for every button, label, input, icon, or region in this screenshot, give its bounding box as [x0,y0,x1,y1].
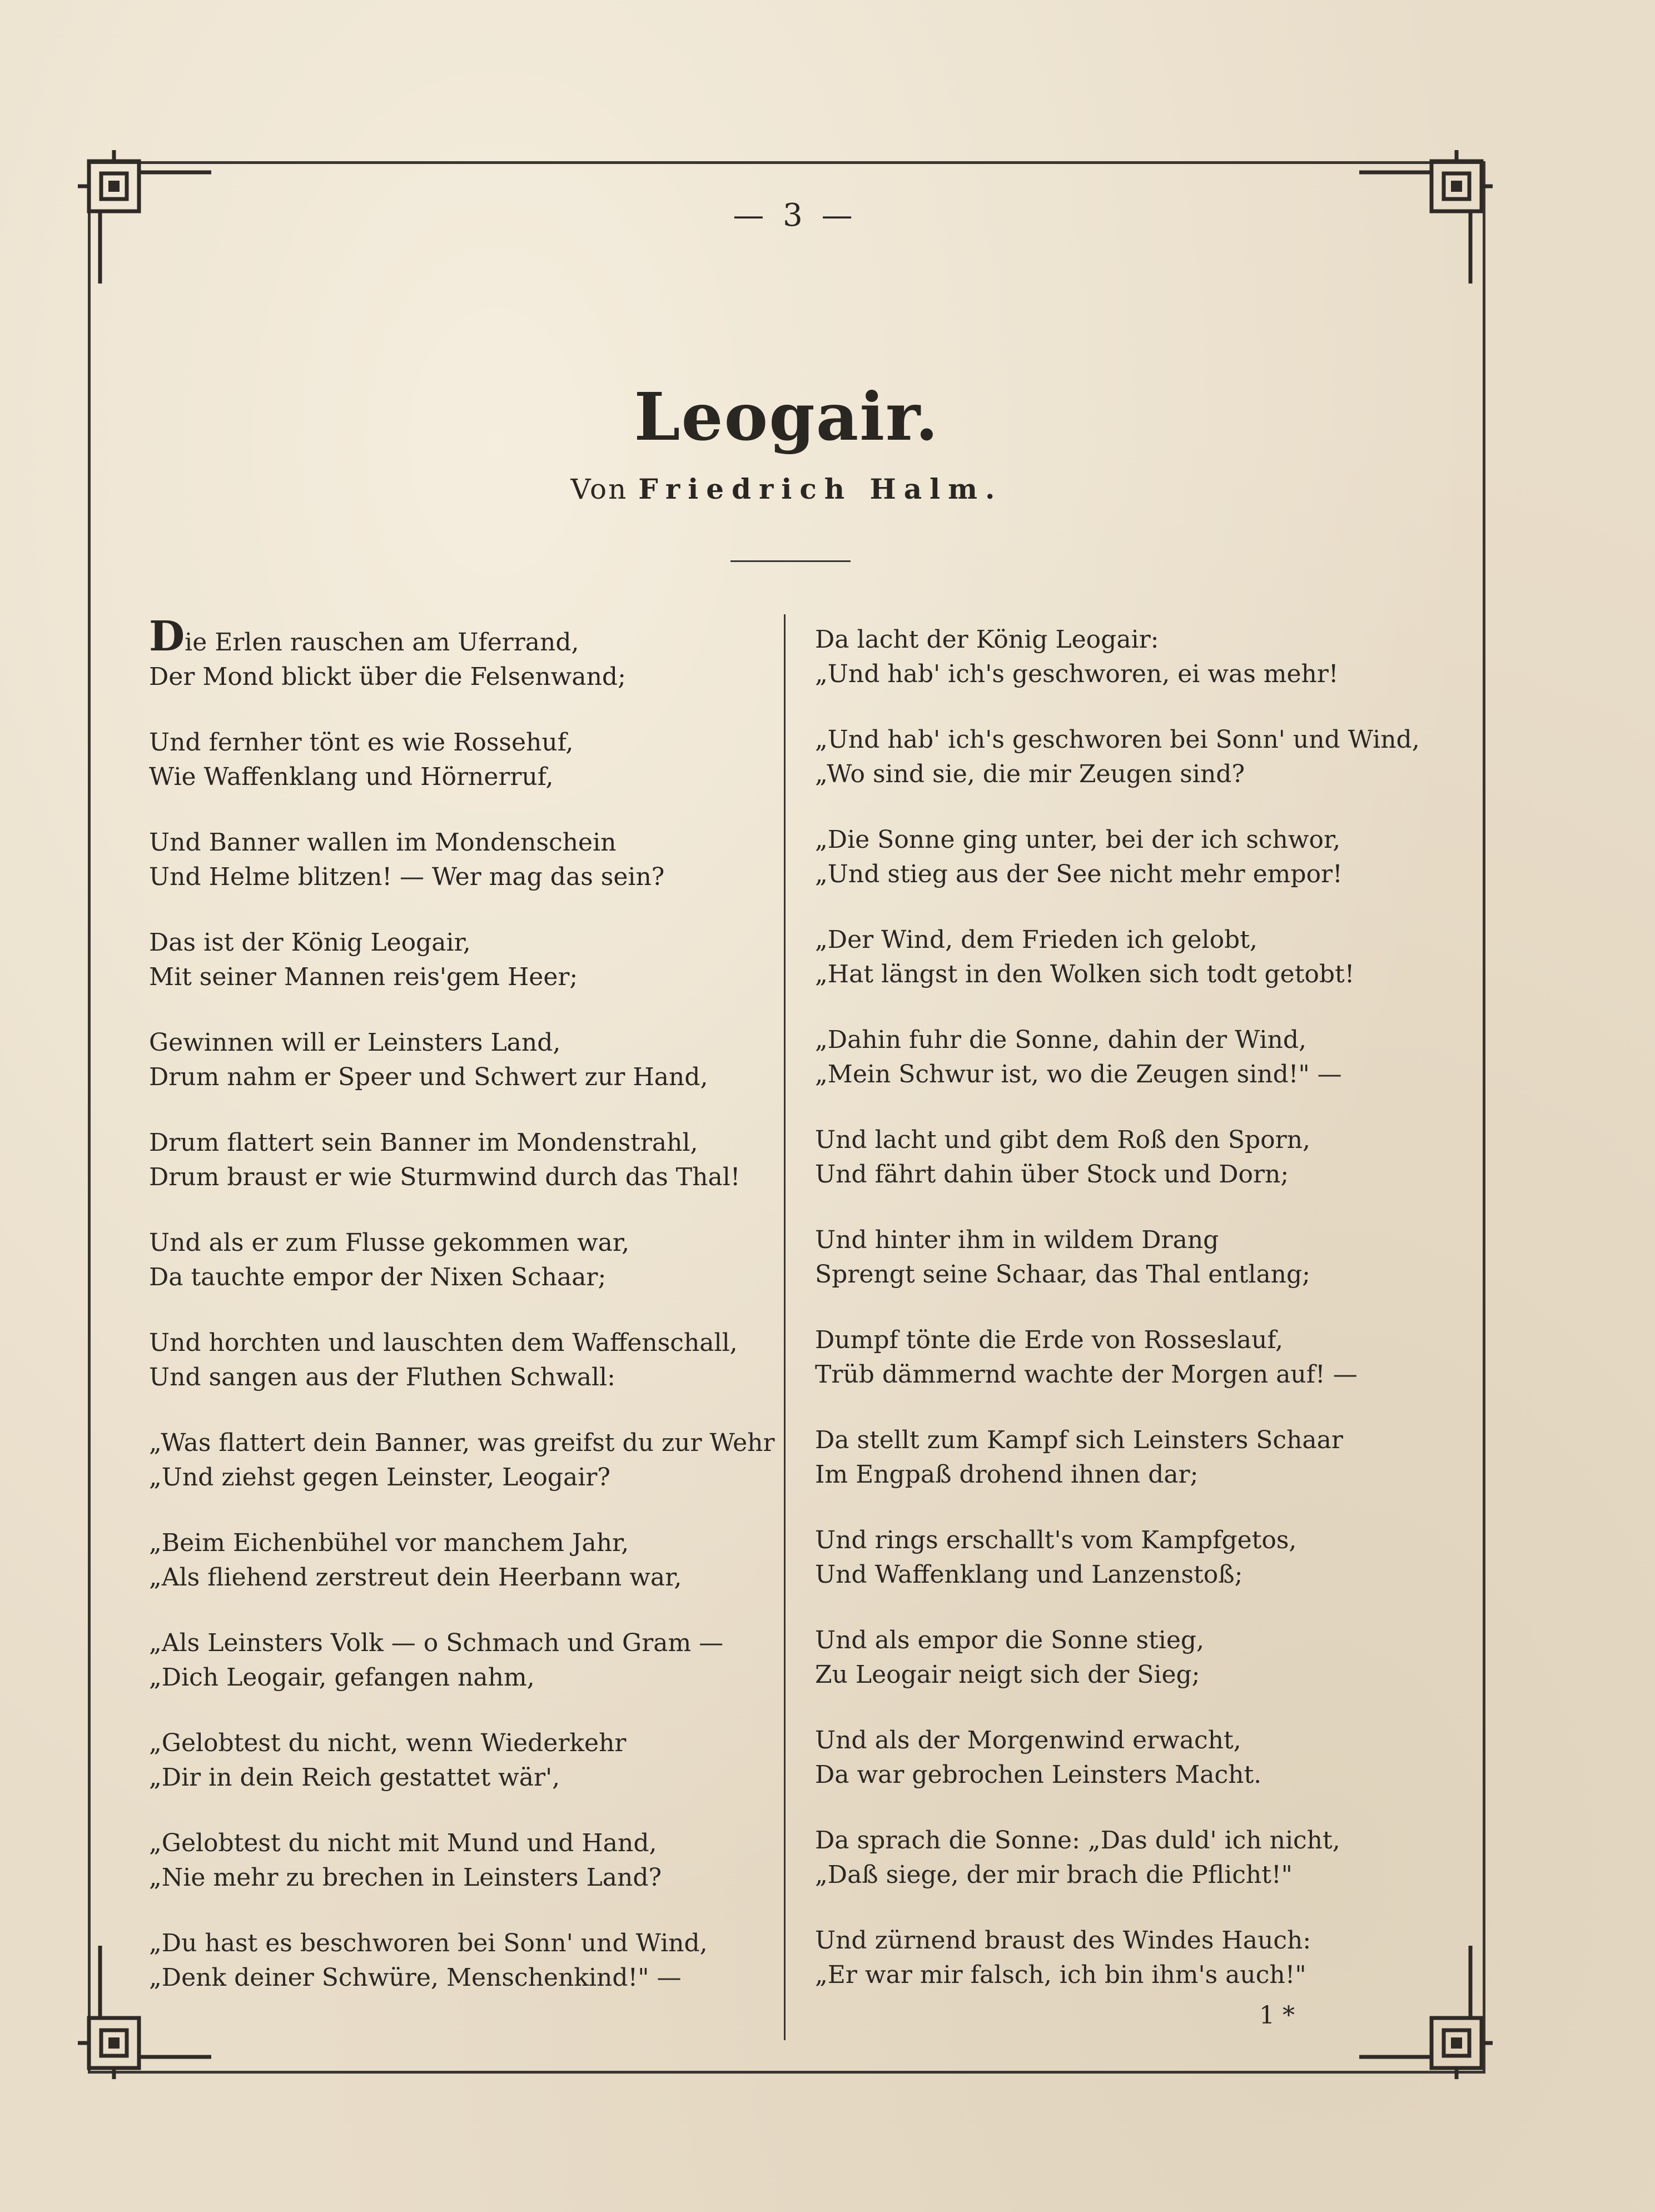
verse-line: Dumpf tönte die Erde von Rosseslauf, [815,1326,1284,1354]
verse-line: „Dir in dein Reich gestattet wär', [149,1763,560,1792]
stanza [815,1523,1493,1592]
stanza [149,1626,827,1695]
verse-line: Und Waffenklang und Lanzenstoß; [815,1560,1243,1589]
ornament-corner-top-right-icon [1354,150,1493,289]
stanza [149,613,827,694]
stanza [815,723,1493,792]
verse-line: „Und hab' ich's geschworen, ei was mehr! [815,660,1339,688]
verse-line: Sprengt seine Schaar, das Thal entlang; [815,1260,1310,1289]
verse-line: „Denk deiner Schwüre, Menschenkind!" — [149,1964,682,1992]
verse-line: Da sprach die Sonne: „Das duld' ich nicht, [815,1826,1340,1855]
verse-line: Und horchten und lauschten dem Waffenschall, [149,1329,738,1357]
verse-line: Und als empor die Sonne stieg, [815,1626,1205,1654]
drop-cap: D [149,613,185,660]
verse-line: „Und ziehst gegen Leinster, Leogair? [149,1463,610,1492]
stanza [149,1026,827,1095]
stanza [815,1723,1493,1792]
stanza [815,923,1493,992]
stanza [149,1426,827,1495]
verse-line: „Beim Eichenbühel vor manchem Jahr, [149,1529,629,1557]
verse-line: Und fernher tönt es wie Rossehuf, [149,728,574,757]
verse-line: Drum flattert sein Banner im Mondenstrahl, [149,1129,698,1157]
verse-line: Mit seiner Mannen reis'gem Heer; [149,963,578,991]
byline [0,473,1573,505]
byline-prefix: Von [570,473,628,505]
verse-line: „Dahin fuhr die Sonne, dahin der Wind, [815,1026,1306,1054]
verse-line: „Als Leinsters Volk — o Schmach und Gram — [149,1629,724,1657]
stanza [149,826,827,894]
verse-line: „Daß siege, der mir brach die Pflicht!" [815,1861,1293,1889]
stanza [149,1826,827,1895]
verse-line: Gewinnen will er Leinsters Land, [149,1028,561,1057]
stanza [149,1726,827,1795]
stanza [815,1823,1493,1892]
verse-line: Das ist der König Leogair, [149,928,471,957]
verse-line: Drum nahm er Speer und Schwert zur Hand, [149,1063,708,1091]
verse-line: Da stellt zum Kampf sich Leinsters Schaar [815,1426,1343,1454]
verse-line: Und Helme blitzen! — Wer mag das sein? [149,863,665,891]
stanza [815,1223,1493,1292]
page-number: — 3 — [733,197,857,233]
stanza [815,1023,1493,1092]
stanza [815,823,1493,892]
verse-line: Drum braust er wie Sturmwind durch das Thal! [149,1163,740,1191]
verse-line: „Der Wind, dem Frieden ich gelobt, [815,926,1258,954]
stanza [815,1923,1493,1992]
verse-line: Da tauchte empor der Nixen Schaar; [149,1263,607,1291]
stanza [815,1623,1493,1692]
stanza [815,623,1493,692]
verse-line: Wie Waffenklang und Hörnerruf, [149,763,554,791]
byline-author: Friedrich Halm. [638,473,1003,505]
verse-line: „Gelobtest du nicht, wenn Wiederkehr [149,1729,627,1757]
poem-title: Leogair. [634,378,940,455]
stanza [149,1126,827,1195]
stanza [149,1326,827,1395]
stanza [149,1926,827,1995]
verse-line: Und lacht und gibt dem Roß den Sporn, [815,1126,1311,1154]
verse-line: „Du hast es beschworen bei Sonn' und Wind, [149,1929,708,1957]
verse-line: „Und hab' ich's geschworen bei Sonn' und Wind, [815,725,1420,754]
verse-line: „Dich Leogair, gefangen nahm, [149,1663,535,1692]
verse-line: „Er war mir falsch, ich bin ihm's auch!" [815,1961,1306,1989]
verse-line: Und hinter ihm in wildem Drang [815,1226,1219,1254]
stanza [149,1226,827,1295]
verse-line: Trüb dämmernd wachte der Morgen auf! — [815,1360,1358,1389]
verse-line: Der Mond blickt über die Felsenwand; [149,663,626,691]
verse-line: Und Banner wallen im Mondenschein [149,828,617,857]
verse-line: Und sangen aus der Fluthen Schwall: [149,1363,615,1391]
verse-line: Und fährt dahin über Stock und Dorn; [815,1160,1289,1189]
verse-line: Zu Leogair neigt sich der Sieg; [815,1661,1200,1689]
verse-line: „Hat längst in den Wolken sich todt getobt! [815,960,1355,988]
stanza [149,1526,827,1595]
verse-line: Und als der Morgenwind erwacht, [815,1726,1241,1754]
title-separator-rule [730,560,851,562]
signature-mark: 1 * [1259,2001,1295,2030]
stanza [815,1123,1493,1192]
stanza [815,1423,1493,1492]
poem-column-left [149,613,827,2026]
verse-line: Da lacht der König Leogair: [815,625,1159,654]
verse-line: Und rings erschallt's vom Kampfgetos, [815,1526,1297,1554]
stanza [149,725,827,794]
verse-line: Da war gebrochen Leinsters Macht. [815,1761,1262,1789]
stanza [149,926,827,995]
verse-line: „Was flattert dein Banner, was greifst du zur Wehr [149,1429,775,1457]
verse-line: „Nie mehr zu brechen in Leinsters Land? [149,1863,662,1892]
verse-line: Im Engpaß drohend ihnen dar; [815,1460,1199,1489]
verse-line: Die Erlen rauschen am Uferrand, [149,613,579,660]
verse-line: „Die Sonne ging unter, bei der ich schwor, [815,826,1341,854]
verse-line: „Mein Schwur ist, wo die Zeugen sind!" — [815,1060,1342,1088]
verse-line: „Wo sind sie, die mir Zeugen sind? [815,760,1245,788]
verse-line: Und als er zum Flusse gekommen war, [149,1229,630,1257]
verse-line: Und zürnend braust des Windes Hauch: [815,1926,1311,1955]
poem-column-right [815,623,1493,2024]
verse-line: „Als fliehend zerstreut dein Heerbann war, [149,1563,682,1592]
verse-line: „Gelobtest du nicht mit Mund und Hand, [149,1829,657,1857]
verse-line: „Und stieg aus der See nicht mehr empor! [815,860,1343,888]
ornament-corner-top-left-icon [78,150,217,289]
stanza [815,1323,1493,1392]
